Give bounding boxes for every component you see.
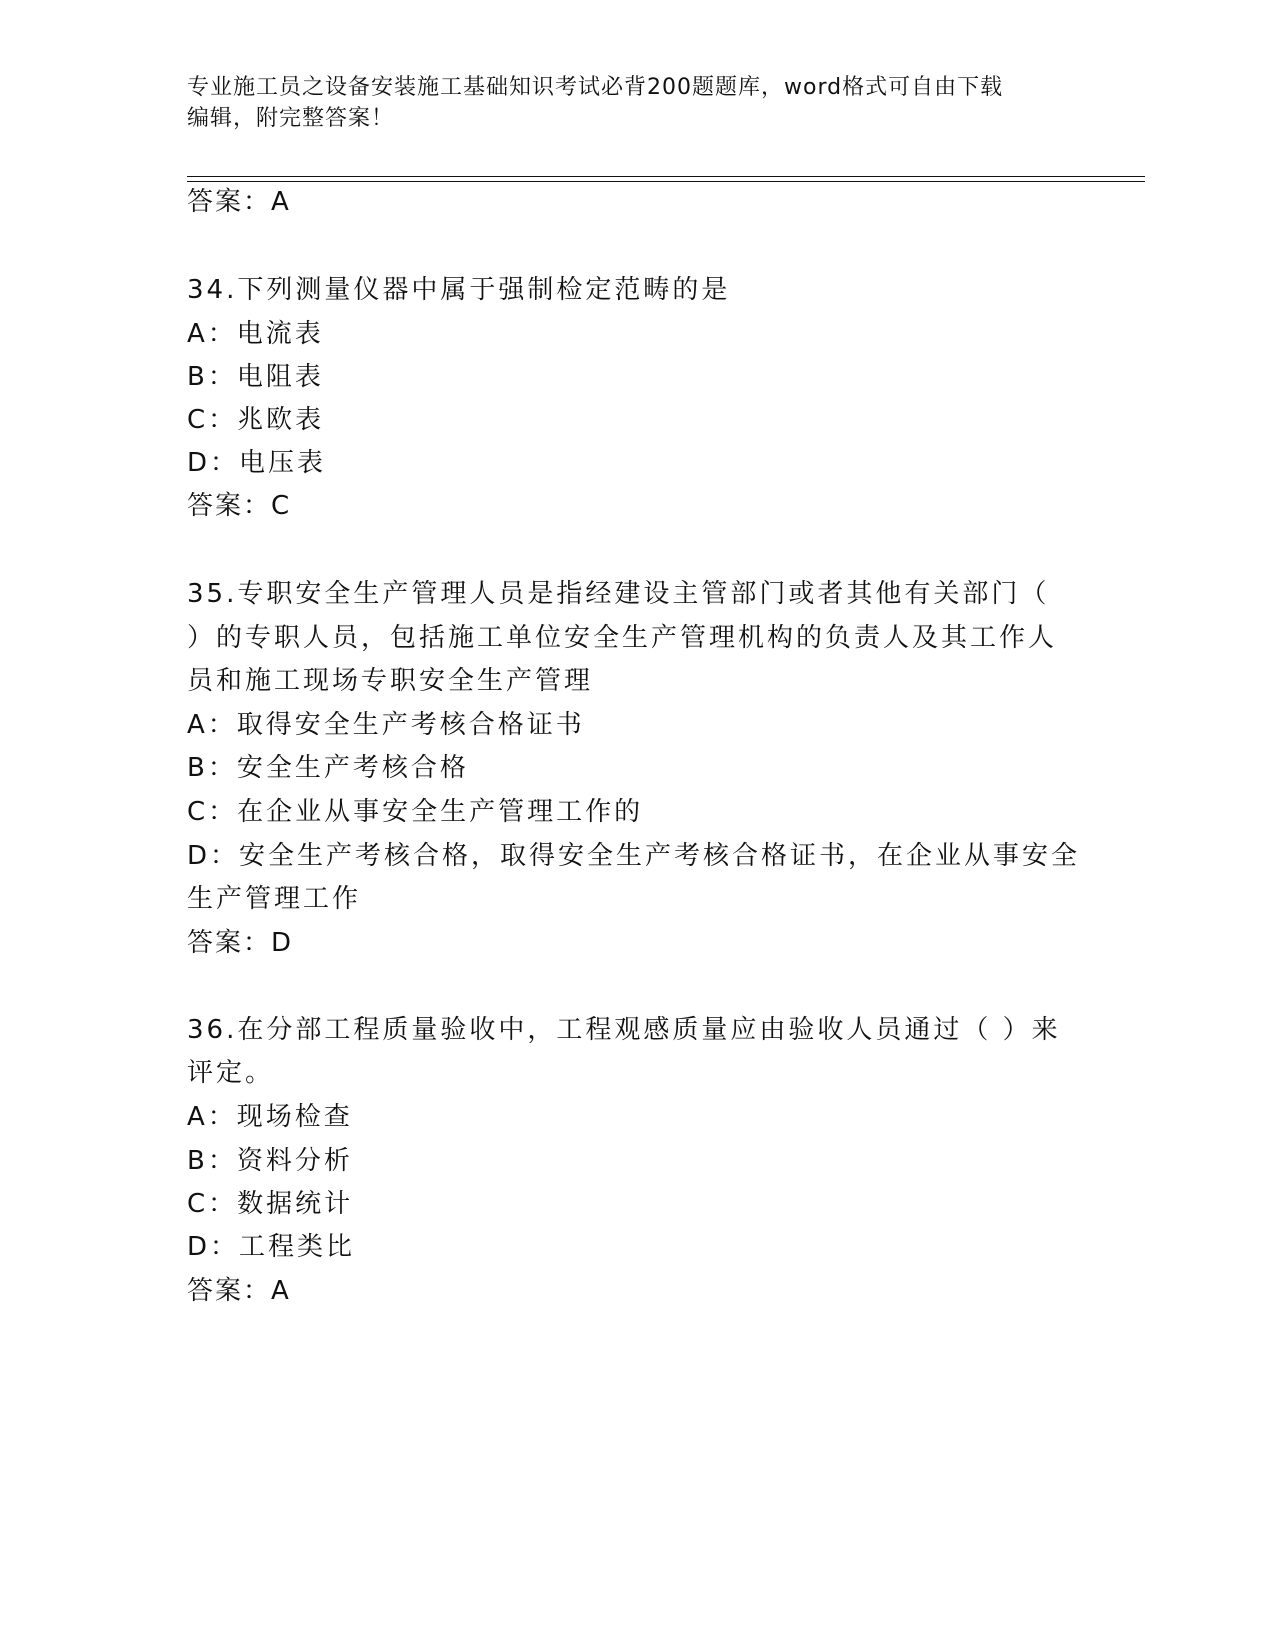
question-35-option-b: B：安全生产考核合格 <box>187 753 469 783</box>
question-35-answer: 答案：D <box>187 928 294 958</box>
header-divider-top <box>187 176 1145 177</box>
question-35-text-line-2: ）的专职人员，包括施工单位安全生产管理机构的负责人及其工作人 <box>187 623 1058 653</box>
question-35-option-d: D：安全生产考核合格，取得安全生产考核合格证书，在企业从事安全 <box>187 841 1081 871</box>
question-36-option-b: B：资料分析 <box>187 1146 353 1176</box>
question-34-text: 34.下列测量仪器中属于强制检定范畴的是 <box>187 275 731 305</box>
question-36-option-d: D：工程类比 <box>187 1232 356 1262</box>
question-36-text-line-1: 36.在分部工程质量验收中，工程观感质量应由验收人员通过（ ）来 <box>187 1015 1061 1045</box>
header-line-2: 编辑，附完整答案！ <box>187 106 395 131</box>
question-34-option-d: D：电压表 <box>187 448 327 478</box>
question-34-answer: 答案：C <box>187 491 292 521</box>
question-35-text-line-3: 员和施工现场专职安全生产管理 <box>187 666 594 696</box>
question-35-text-line-1: 35.专职安全生产管理人员是指经建设主管部门或者其他有关部门（ <box>187 579 1050 609</box>
question-34-option-c: C：兆欧表 <box>187 405 325 435</box>
question-36-option-a: A：现场检查 <box>187 1102 353 1132</box>
question-34-option-a: A：电流表 <box>187 319 324 349</box>
question-35-option-a: A：取得安全生产考核合格证书 <box>187 710 585 740</box>
previous-answer: 答案：A <box>187 187 291 217</box>
question-35-option-d-continued: 生产管理工作 <box>187 884 362 914</box>
header-divider-bottom <box>187 181 1145 182</box>
question-34-option-b: B：电阻表 <box>187 362 324 392</box>
document-header <box>187 72 1067 134</box>
question-36-option-c: C：数据统计 <box>187 1189 354 1219</box>
question-36-text-line-2: 评定。 <box>187 1058 275 1088</box>
question-36-answer: 答案：A <box>187 1276 291 1306</box>
header-line-1: 专业施工员之设备安装施工基础知识考试必背200题题库，word格式可自由下载 <box>187 75 1004 100</box>
question-35-option-c: C：在企业从事安全生产管理工作的 <box>187 797 644 827</box>
